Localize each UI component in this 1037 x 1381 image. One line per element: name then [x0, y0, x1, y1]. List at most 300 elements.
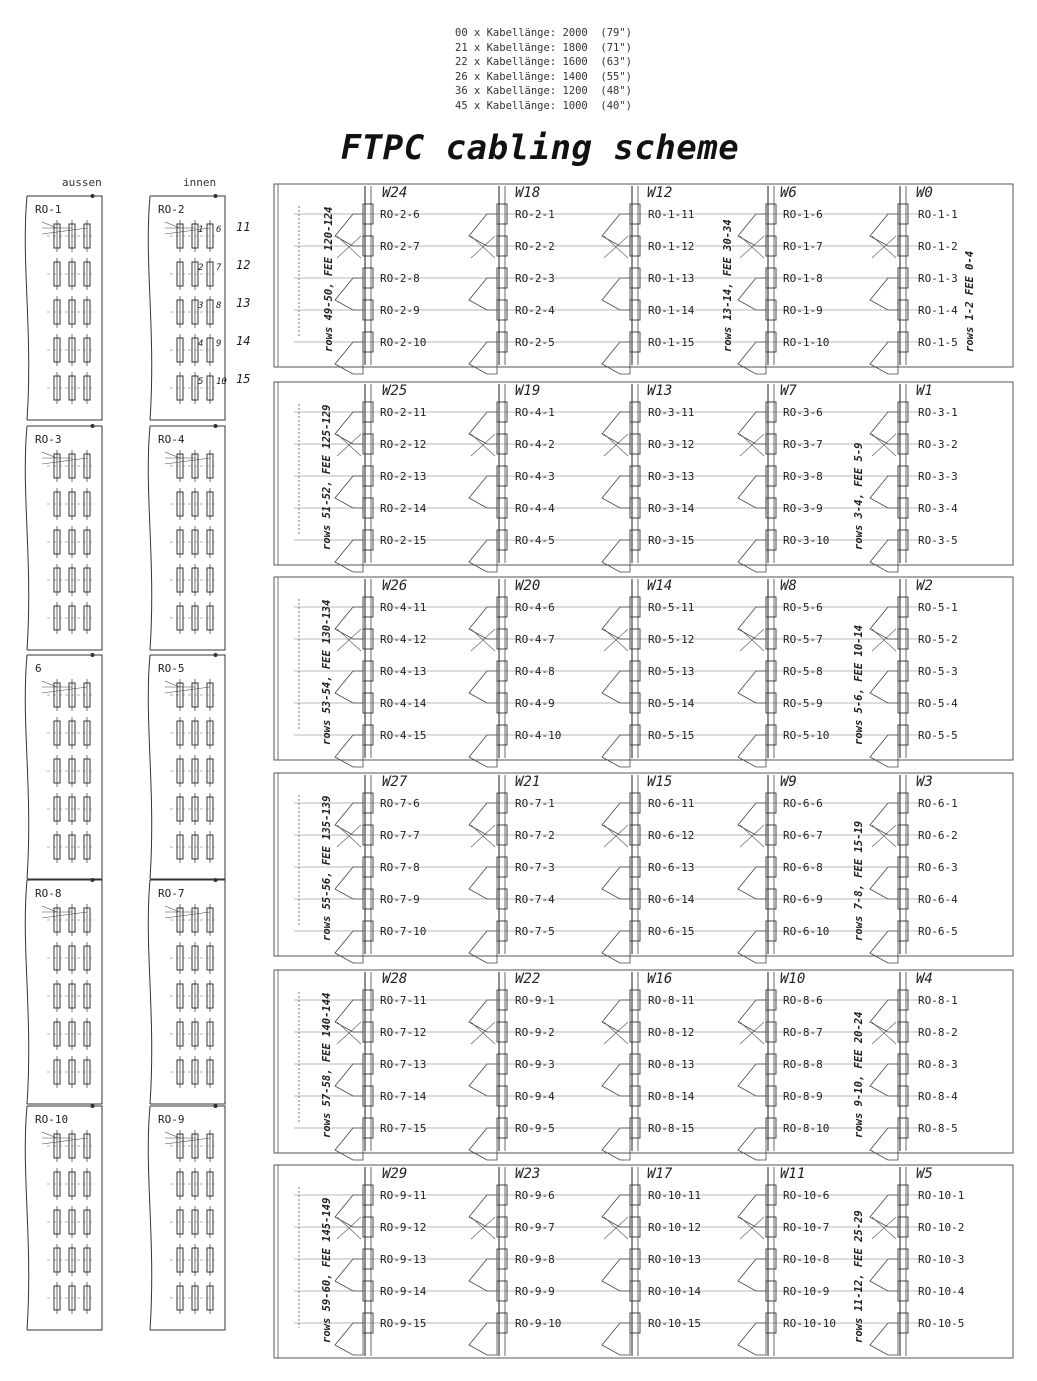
ro-label: RO-4-10 [515, 729, 562, 742]
innen-row-number: 13 [236, 296, 251, 310]
ro-label: RO-6-10 [783, 925, 830, 938]
cable-bundle [335, 1128, 363, 1160]
cable-bundle [602, 342, 630, 374]
ro-label: RO-2-10 [380, 336, 427, 349]
ro-label: RO-4-15 [380, 729, 427, 742]
fan-line [42, 458, 87, 464]
rows-fee-label: rows 57-58, FEE 140-144 [321, 992, 333, 1138]
ro-label: RO-1-4 [918, 304, 958, 317]
legend-line: 36 x Kabellänge: 1200 (48") [455, 85, 633, 98]
ro-label: RO-1-3 [918, 272, 958, 285]
wall-label: W26 [382, 578, 408, 594]
ro-label: RO-5-9 [783, 697, 823, 710]
ro-label: RO-7-14 [380, 1090, 427, 1103]
legend-line: 00 x Kabellänge: 2000 (79") [455, 27, 633, 39]
ro-label: RO-8-2 [918, 1026, 958, 1039]
fan-line [42, 906, 57, 912]
cable-bundle [469, 671, 497, 703]
ro-label: RO-3-9 [783, 502, 823, 515]
cable-bundle [469, 735, 497, 767]
ro-label: RO-8-8 [783, 1058, 823, 1071]
ro-label: RO-3-7 [783, 438, 823, 451]
ro-label: RO-5-6 [783, 601, 823, 614]
fan-line [165, 1138, 210, 1144]
ro-label: RO-5-3 [918, 665, 958, 678]
aussen-pad-box [25, 878, 102, 1104]
ro-label: RO-8-15 [648, 1122, 695, 1135]
ro-label: RO-10-1 [918, 1189, 965, 1202]
ro-label: RO-9-5 [515, 1122, 555, 1135]
fan-line [42, 681, 57, 687]
cable-bundle [602, 476, 630, 508]
cable-bundle [738, 540, 766, 572]
ro-label: RO-1-2 [918, 240, 958, 253]
ro-label: RO-8-14 [648, 1090, 695, 1103]
ro-label: RO-2-11 [380, 406, 427, 419]
ro-label: RO-2-1 [515, 208, 555, 221]
cable-bundle [469, 540, 497, 572]
ro-label: RO-8-12 [648, 1026, 695, 1039]
ro-label: RO-5-11 [648, 601, 695, 614]
aussen-pad-box [25, 424, 102, 650]
ro-label: RO-1-7 [783, 240, 823, 253]
ro-label: RO-5-5 [918, 729, 958, 742]
cable-bundle [469, 931, 497, 963]
ro-label: RO-9-4 [515, 1090, 555, 1103]
ro-label: RO-10-10 [783, 1317, 836, 1330]
innen-inline-number: 1 [198, 225, 204, 235]
wall-label: W5 [916, 1166, 933, 1182]
marker-dot [214, 878, 218, 882]
cable-bundle [469, 278, 497, 310]
ro-label: RO-4-3 [515, 470, 555, 483]
fan-line [165, 458, 210, 464]
wall-band [274, 1165, 1013, 1358]
wall-label: W4 [916, 971, 933, 987]
ro-label: RO-8-1 [918, 994, 958, 1007]
cable-bundle [335, 1064, 363, 1096]
wall-label: W19 [515, 383, 541, 399]
cable-bundle [870, 803, 898, 835]
wall-label: W14 [647, 578, 673, 594]
rows-fee-label: rows 55-56, FEE 135-139 [321, 795, 333, 941]
rows-fee-label: rows 13-14, FEE 30-34 [722, 219, 734, 352]
cable-bundle [602, 214, 630, 246]
cable-bundle [469, 607, 497, 639]
ro-label: RO-6-8 [783, 861, 823, 874]
rows-fee-label: rows 7-8, FEE 15-19 [853, 820, 865, 941]
ro-label: RO-7-10 [380, 925, 427, 938]
box-label: RO-3 [35, 433, 62, 446]
page-title: FTPC cabling scheme [340, 128, 740, 168]
ro-label: RO-5-8 [783, 665, 823, 678]
ro-label: RO-7-5 [515, 925, 555, 938]
cable-bundle [870, 342, 898, 374]
cable-bundle [335, 867, 363, 899]
cable-bundle [870, 671, 898, 703]
wall-band [274, 577, 1013, 767]
fan-line [42, 687, 87, 693]
cable-bundle [738, 1323, 766, 1355]
ro-label: RO-10-6 [783, 1189, 830, 1202]
ro-label: RO-10-3 [918, 1253, 965, 1266]
ro-label: RO-5-13 [648, 665, 695, 678]
ro-label: RO-6-11 [648, 797, 695, 810]
ro-label: RO-8-6 [783, 994, 823, 1007]
wall-label: W7 [780, 383, 797, 399]
cable-bundle [602, 1000, 630, 1032]
ro-label: RO-7-9 [380, 893, 420, 906]
ro-label: RO-6-9 [783, 893, 823, 906]
wall-band [274, 773, 1013, 963]
ro-label: RO-2-6 [380, 208, 420, 221]
wall-label: W9 [780, 774, 797, 790]
cable-bundle [335, 540, 363, 572]
cable-bundle [738, 342, 766, 374]
ro-label: RO-2-13 [380, 470, 427, 483]
ro-label: RO-3-5 [918, 534, 958, 547]
rows-fee-label: rows 53-54, FEE 130-134 [321, 599, 333, 745]
wall-band [274, 970, 1013, 1160]
cable-bundle [469, 1128, 497, 1160]
cable-bundle [738, 867, 766, 899]
innen-row-number: 15 [236, 372, 251, 386]
ro-label: RO-3-2 [918, 438, 958, 451]
fan-line [165, 222, 180, 228]
cable-bundle [870, 1259, 898, 1291]
ro-label: RO-3-6 [783, 406, 823, 419]
ro-label: RO-1-10 [783, 336, 830, 349]
cable-bundle [738, 1064, 766, 1096]
cable-bundle [335, 735, 363, 767]
wall-label: W2 [916, 578, 933, 594]
cable-bundle [469, 1323, 497, 1355]
wall-label: W24 [382, 185, 408, 201]
ro-label: RO-5-14 [648, 697, 695, 710]
cable-bundle [602, 1323, 630, 1355]
ro-label: RO-6-13 [648, 861, 695, 874]
ro-label: RO-10-15 [648, 1317, 701, 1330]
ro-label: RO-5-15 [648, 729, 695, 742]
ro-label: RO-2-15 [380, 534, 427, 547]
ro-label: RO-2-4 [515, 304, 555, 317]
cable-bundle [335, 931, 363, 963]
cable-bundle [335, 1323, 363, 1355]
cable-bundle [738, 412, 766, 444]
ro-label: RO-2-5 [515, 336, 555, 349]
wall-label: W20 [515, 578, 541, 594]
innen-inline-number: 2 [198, 263, 204, 273]
ro-label: RO-9-7 [515, 1221, 555, 1234]
ro-label: RO-1-6 [783, 208, 823, 221]
cable-bundle [335, 476, 363, 508]
cable-bundle [738, 1128, 766, 1160]
legend-line: 21 x Kabellänge: 1800 (71") [455, 41, 633, 54]
ro-label: RO-6-12 [648, 829, 695, 842]
ro-label: RO-4-8 [515, 665, 555, 678]
ro-label: RO-4-4 [515, 502, 555, 515]
ro-label: RO-3-11 [648, 406, 695, 419]
innen-inline-number: 9 [216, 339, 222, 349]
fan-line [42, 1132, 57, 1138]
wall-label: W17 [647, 1166, 673, 1182]
cable-bundle [335, 803, 363, 835]
ro-label: RO-4-5 [515, 534, 555, 547]
cable-bundle [469, 1064, 497, 1096]
wall-label: W22 [515, 971, 541, 987]
wall-label: W18 [515, 185, 541, 201]
fan-line [165, 452, 180, 458]
fan-line [165, 687, 210, 693]
fan-line [165, 906, 180, 912]
wall-label: W3 [916, 774, 933, 790]
ro-label: RO-4-13 [380, 665, 427, 678]
ro-label: RO-4-7 [515, 633, 555, 646]
cable-bundle [738, 1259, 766, 1291]
ro-label: RO-7-13 [380, 1058, 427, 1071]
ro-label: RO-8-4 [918, 1090, 958, 1103]
innen-row-number: 14 [236, 334, 251, 348]
marker-dot [91, 1104, 95, 1108]
ro-label: RO-3-3 [918, 470, 958, 483]
wall-label: W29 [382, 1166, 408, 1182]
fan-line [165, 681, 180, 687]
cable-bundle [469, 1195, 497, 1227]
wall-label: W8 [780, 578, 797, 594]
wall-band [274, 382, 1013, 572]
cable-bundle [870, 412, 898, 444]
ro-label: RO-1-13 [648, 272, 695, 285]
marker-dot [91, 653, 95, 657]
cable-bundle [469, 476, 497, 508]
ro-label: RO-8-7 [783, 1026, 823, 1039]
wall-label: W10 [780, 971, 806, 987]
ro-label: RO-10-7 [783, 1221, 830, 1234]
ro-label: RO-3-14 [648, 502, 695, 515]
ro-label: RO-8-10 [783, 1122, 830, 1135]
ro-label: RO-6-15 [648, 925, 695, 938]
cable-bundle [469, 214, 497, 246]
ro-label: RO-4-9 [515, 697, 555, 710]
ro-label: RO-8-13 [648, 1058, 695, 1071]
wall-label: W23 [515, 1166, 541, 1182]
innen-inline-number: 10 [216, 377, 227, 387]
ro-label: RO-7-4 [515, 893, 555, 906]
box-label: RO-1 [35, 203, 62, 216]
cable-bundle [469, 412, 497, 444]
wall-label: W12 [647, 185, 673, 201]
cable-bundle [738, 735, 766, 767]
box-label: RO-8 [35, 887, 62, 900]
innen-inline-number: 5 [198, 377, 204, 387]
cable-bundle [602, 607, 630, 639]
ro-label: RO-5-1 [918, 601, 958, 614]
cable-bundle [738, 476, 766, 508]
ro-label: RO-1-12 [648, 240, 695, 253]
rows-fee-label: rows 9-10, FEE 20-24 [853, 1011, 865, 1138]
wall-label: W11 [780, 1166, 806, 1182]
ro-label: RO-1-8 [783, 272, 823, 285]
marker-dot [214, 194, 218, 198]
cable-bundle [602, 803, 630, 835]
cable-bundle [738, 214, 766, 246]
marker-dot [214, 1104, 218, 1108]
fan-line [165, 912, 210, 918]
ro-label: RO-10-12 [648, 1221, 701, 1234]
cable-bundle [469, 803, 497, 835]
ro-label: RO-4-2 [515, 438, 555, 451]
ro-label: RO-3-10 [783, 534, 830, 547]
cable-bundle [335, 412, 363, 444]
ro-label: RO-10-11 [648, 1189, 701, 1202]
innen-pad-box [148, 424, 225, 650]
cable-bundle [870, 735, 898, 767]
innen-inline-number: 6 [216, 225, 222, 235]
ro-label: RO-3-15 [648, 534, 695, 547]
cable-bundle [870, 1064, 898, 1096]
fan-line [42, 912, 87, 918]
ro-label: RO-10-9 [783, 1285, 830, 1298]
ro-label: RO-8-9 [783, 1090, 823, 1103]
legend-line: 45 x Kabellänge: 1000 (40") [455, 99, 633, 112]
fan-line [42, 222, 57, 228]
wall-band [274, 184, 1013, 374]
ro-label: RO-9-1 [515, 994, 555, 1007]
ro-label: RO-2-7 [380, 240, 420, 253]
ro-label: RO-9-13 [380, 1253, 427, 1266]
ro-label: RO-2-2 [515, 240, 555, 253]
column-heading-aussen: aussen [62, 176, 102, 189]
fan-line [165, 1132, 180, 1138]
cable-bundle [469, 1259, 497, 1291]
box-label: RO-5 [158, 662, 185, 675]
marker-dot [91, 878, 95, 882]
ro-label: RO-9-9 [515, 1285, 555, 1298]
cable-bundle [870, 867, 898, 899]
ro-label: RO-3-13 [648, 470, 695, 483]
cable-bundle [602, 931, 630, 963]
cable-bundle [870, 1195, 898, 1227]
legend-line: 22 x Kabellänge: 1600 (63") [455, 56, 633, 69]
cable-bundle [738, 1195, 766, 1227]
ro-label: RO-6-6 [783, 797, 823, 810]
ro-label: RO-1-15 [648, 336, 695, 349]
wall-label: W1 [916, 383, 933, 399]
cable-bundle [738, 671, 766, 703]
rows-fee-label: rows 5-6, FEE 10-14 [853, 624, 865, 745]
ro-label: RO-1-1 [918, 208, 958, 221]
ro-label: RO-2-8 [380, 272, 420, 285]
cable-bundle [335, 342, 363, 374]
ro-label: RO-6-7 [783, 829, 823, 842]
ro-label: RO-4-11 [380, 601, 427, 614]
ro-label: RO-3-12 [648, 438, 695, 451]
ro-label: RO-9-2 [515, 1026, 555, 1039]
ro-label: RO-4-12 [380, 633, 427, 646]
marker-dot [91, 424, 95, 428]
ro-label: RO-5-4 [918, 697, 958, 710]
cable-bundle [335, 1000, 363, 1032]
box-label: 6 [35, 662, 42, 675]
box-label: RO-9 [158, 1113, 185, 1126]
innen-inline-number: 8 [216, 301, 222, 311]
ro-label: RO-1-5 [918, 336, 958, 349]
cable-bundle [738, 931, 766, 963]
ro-label: RO-9-8 [515, 1253, 555, 1266]
ro-label: RO-10-2 [918, 1221, 965, 1234]
ro-label: RO-7-15 [380, 1122, 427, 1135]
innen-row-number: 12 [236, 258, 251, 272]
cable-bundle [602, 735, 630, 767]
ro-label: RO-6-4 [918, 893, 958, 906]
ro-label: RO-6-1 [918, 797, 958, 810]
cable-bundle [335, 1259, 363, 1291]
ro-label: RO-9-3 [515, 1058, 555, 1071]
cable-bundle [870, 1323, 898, 1355]
ro-label: RO-9-10 [515, 1317, 562, 1330]
cable-bundle [870, 1000, 898, 1032]
ro-label: RO-2-12 [380, 438, 427, 451]
innen-inline-number: 7 [216, 263, 222, 273]
cable-bundle [870, 931, 898, 963]
marker-dot [214, 424, 218, 428]
cable-bundle [469, 867, 497, 899]
cable-bundle [738, 278, 766, 310]
legend-line: 26 x Kabellänge: 1400 (55") [455, 70, 633, 83]
innen-row-number: 11 [236, 220, 251, 234]
cable-bundle [738, 803, 766, 835]
rows-fee-label: rows 3-4, FEE 5-9 [853, 442, 865, 550]
innen-inline-number: 4 [198, 339, 204, 349]
ro-label: RO-10-5 [918, 1317, 965, 1330]
marker-dot [91, 194, 95, 198]
cable-bundle [602, 412, 630, 444]
rows-fee-label: rows 11-12, FEE 25-29 [853, 1210, 865, 1343]
ro-label: RO-3-1 [918, 406, 958, 419]
cable-bundle [335, 214, 363, 246]
ro-label: RO-1-11 [648, 208, 695, 221]
cable-bundle [602, 540, 630, 572]
ro-label: RO-10-14 [648, 1285, 701, 1298]
ro-label: RO-4-6 [515, 601, 555, 614]
ro-label: RO-1-9 [783, 304, 823, 317]
cable-bundle [602, 278, 630, 310]
ro-label: RO-7-1 [515, 797, 555, 810]
cable-bundle [870, 1128, 898, 1160]
ro-label: RO-8-11 [648, 994, 695, 1007]
marker-dot [214, 653, 218, 657]
wall-label: W6 [780, 185, 797, 201]
fan-line [42, 1138, 87, 1144]
ro-label: RO-6-5 [918, 925, 958, 938]
cable-bundle [870, 278, 898, 310]
box-label: RO-2 [158, 203, 185, 216]
cable-bundle [738, 607, 766, 639]
wall-label: W25 [382, 383, 408, 399]
ro-label: RO-2-3 [515, 272, 555, 285]
wall-label: W27 [382, 774, 408, 790]
wall-label: W0 [916, 185, 933, 201]
wall-label: W15 [647, 774, 673, 790]
ro-label: RO-3-8 [783, 470, 823, 483]
innen-pad-box [148, 653, 225, 879]
ro-label: RO-2-14 [380, 502, 427, 515]
wall-label: W16 [647, 971, 673, 987]
ro-label: RO-7-12 [380, 1026, 427, 1039]
ro-label: RO-5-7 [783, 633, 823, 646]
innen-pad-box [148, 1104, 225, 1330]
ro-label: RO-9-12 [380, 1221, 427, 1234]
